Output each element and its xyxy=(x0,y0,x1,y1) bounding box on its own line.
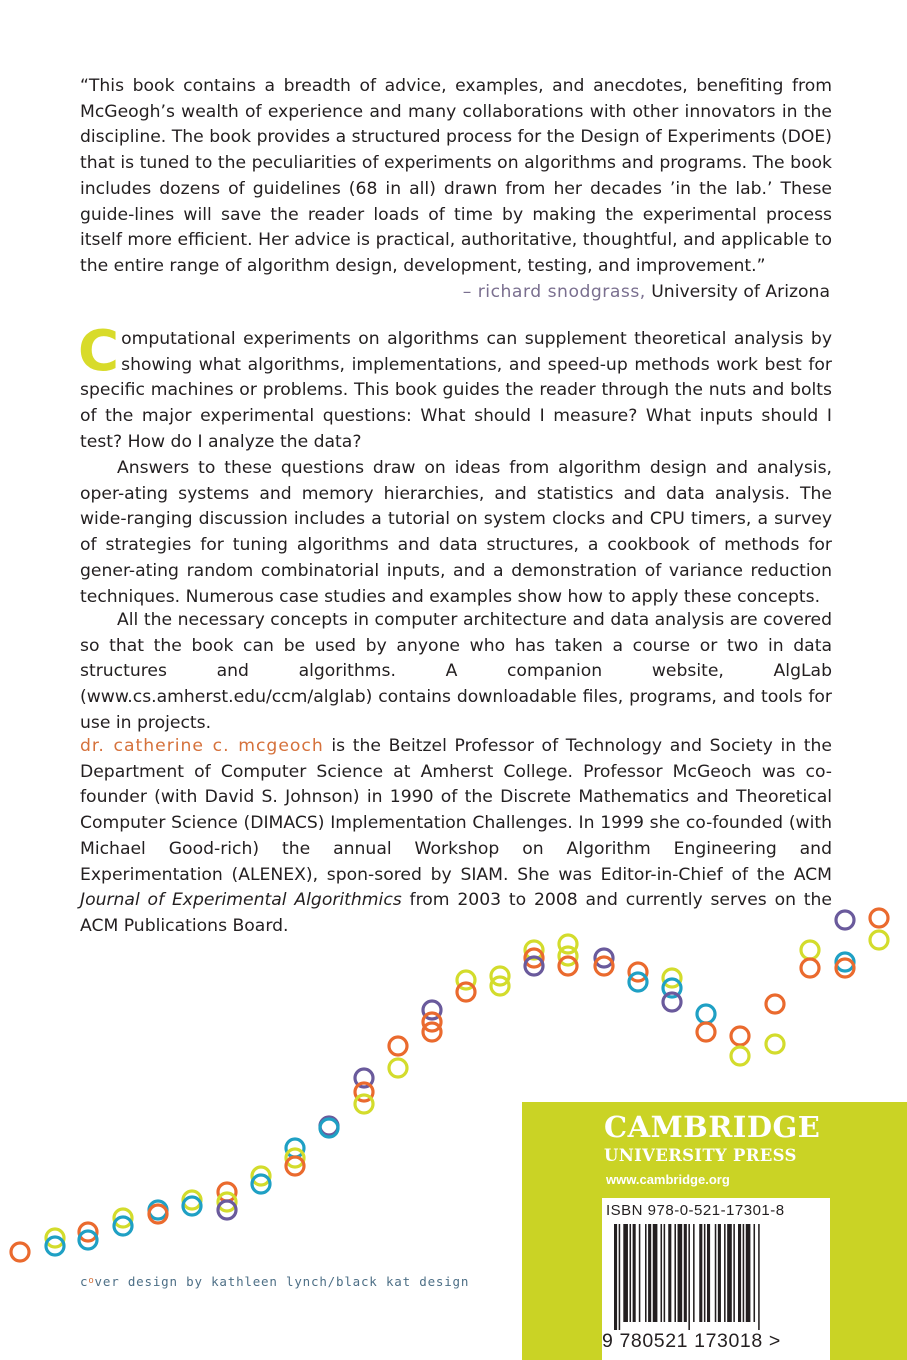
author-name: dr. catherine c. mcgeoch xyxy=(80,736,324,756)
ring-icon xyxy=(389,1037,407,1055)
description-paragraph-1-text: omputational experiments on algorithms can supplement theoretical analysis by showing what algorithms, implementations, and speed-up methods work best for specific machines or problems. This book guides the reader through the nuts and bolts of the major experimental questions: What should I measure? What inputs should I test? How do I analyze the data? xyxy=(80,329,832,452)
publisher-subtitle: UNIVERSITY PRESS xyxy=(604,1146,797,1165)
ring-icon xyxy=(457,983,475,1001)
barcode-area xyxy=(602,1198,830,1360)
reviewer-name: – richard snodgrass, xyxy=(462,282,646,302)
bio-text-2: from 2003 to 2008 and currently serves on the ACM Publications Board. xyxy=(80,890,832,936)
review-quote xyxy=(80,74,832,280)
credit-c: c xyxy=(80,1274,89,1289)
ring-icon xyxy=(766,995,784,1013)
credit-o: o xyxy=(88,1276,95,1286)
isbn-label: ISBN 978-0-521-17301-8 xyxy=(606,1202,785,1219)
barcode-digits: 9 780521 173018 > xyxy=(602,1330,781,1352)
ring-icon xyxy=(836,911,854,929)
ring-icon xyxy=(697,1023,715,1041)
description-paragraph-3: All the necessary concepts in computer architecture and data analysis are covered so that the book can be used by anyone who has taken a course or two in data structures and algorithms. A companion website, AlgLab (www.cs.amherst.edu/ccm/alglab) contains downloadable files, programs, and tools for use in projects. xyxy=(80,610,832,733)
review-quote-text: “This book contains a breadth of advice, examples, and anecdotes, benefiting from McGeogh’s wealth of experience and many collaborations with other innovators in the discipline. The book provides a structured process for the Design of Experiments (DOE) that is tuned to the peculiarities of experiments on algorithms and programs. The book includes dozens of guidelines (68 in all) drawn from her decades ’in the lab.’ These guide-lines will save the reader loads of time by making the experimental process itself more efficient. Her advice is practical, authoritative, thoughtful, and applicable to the entire range of algorithm design, development, testing, and improvement.” xyxy=(80,76,832,276)
publisher-panel xyxy=(522,1102,907,1360)
ring-icon xyxy=(870,931,888,949)
drop-cap: C xyxy=(78,319,120,384)
ring-icon xyxy=(801,959,819,977)
ring-icon xyxy=(355,1095,373,1113)
ring-icon xyxy=(731,1027,749,1045)
ring-icon xyxy=(697,1005,715,1023)
reviewer-affiliation: University of Arizona xyxy=(645,282,830,302)
ring-icon xyxy=(801,941,819,959)
author-bio xyxy=(80,734,832,940)
description-paragraph-2: Answers to these questions draw on ideas from algorithm design and analysis, oper-ating systems and memory hierarchies, and statistics and data analysis. The wide-ranging discussion includes a tutorial on system clocks and CPU timers, a survey of strategies for tuning algorithms and data structures, a cookbook of methods for gener-ating random combinatorial inputs, and a demonstration of variance reduction techniques. Numerous case studies and examples show how to apply these concepts. xyxy=(80,458,832,607)
publisher-name: CAMBRIDGE xyxy=(604,1110,821,1144)
bio-text-1: is the Beitzel Professor of Technology and Society in the Department of Computer Science at Amherst College. Professor McGeoch was co-founder (with David S. Johnson) in 1990 of the Discrete Mathematics and Theoretical Computer Science (DIMACS) Implementation Challenges. In 1999 she co-founded (with Michael Good-rich) the annual Workshop on Algorithm Engineering and Experimentation (ALENEX), spon-sored by SIAM. She was Editor-in-Chief of the ACM xyxy=(80,736,832,885)
credit-text: ver design by kathleen lynch/black kat design xyxy=(94,1274,470,1289)
barcode-icon xyxy=(614,1224,820,1330)
ring-icon xyxy=(389,1059,407,1077)
ring-icon xyxy=(731,1047,749,1065)
ring-icon xyxy=(870,909,888,927)
cover-design-credit xyxy=(80,1274,469,1289)
ring-icon xyxy=(766,1035,784,1053)
review-attribution xyxy=(463,280,830,305)
journal-title: Journal of Experimental Algorithmics xyxy=(80,890,402,911)
description-paragraph-1 xyxy=(78,319,832,456)
ring-icon xyxy=(11,1243,29,1261)
publisher-url: www.cambridge.org xyxy=(606,1172,730,1187)
